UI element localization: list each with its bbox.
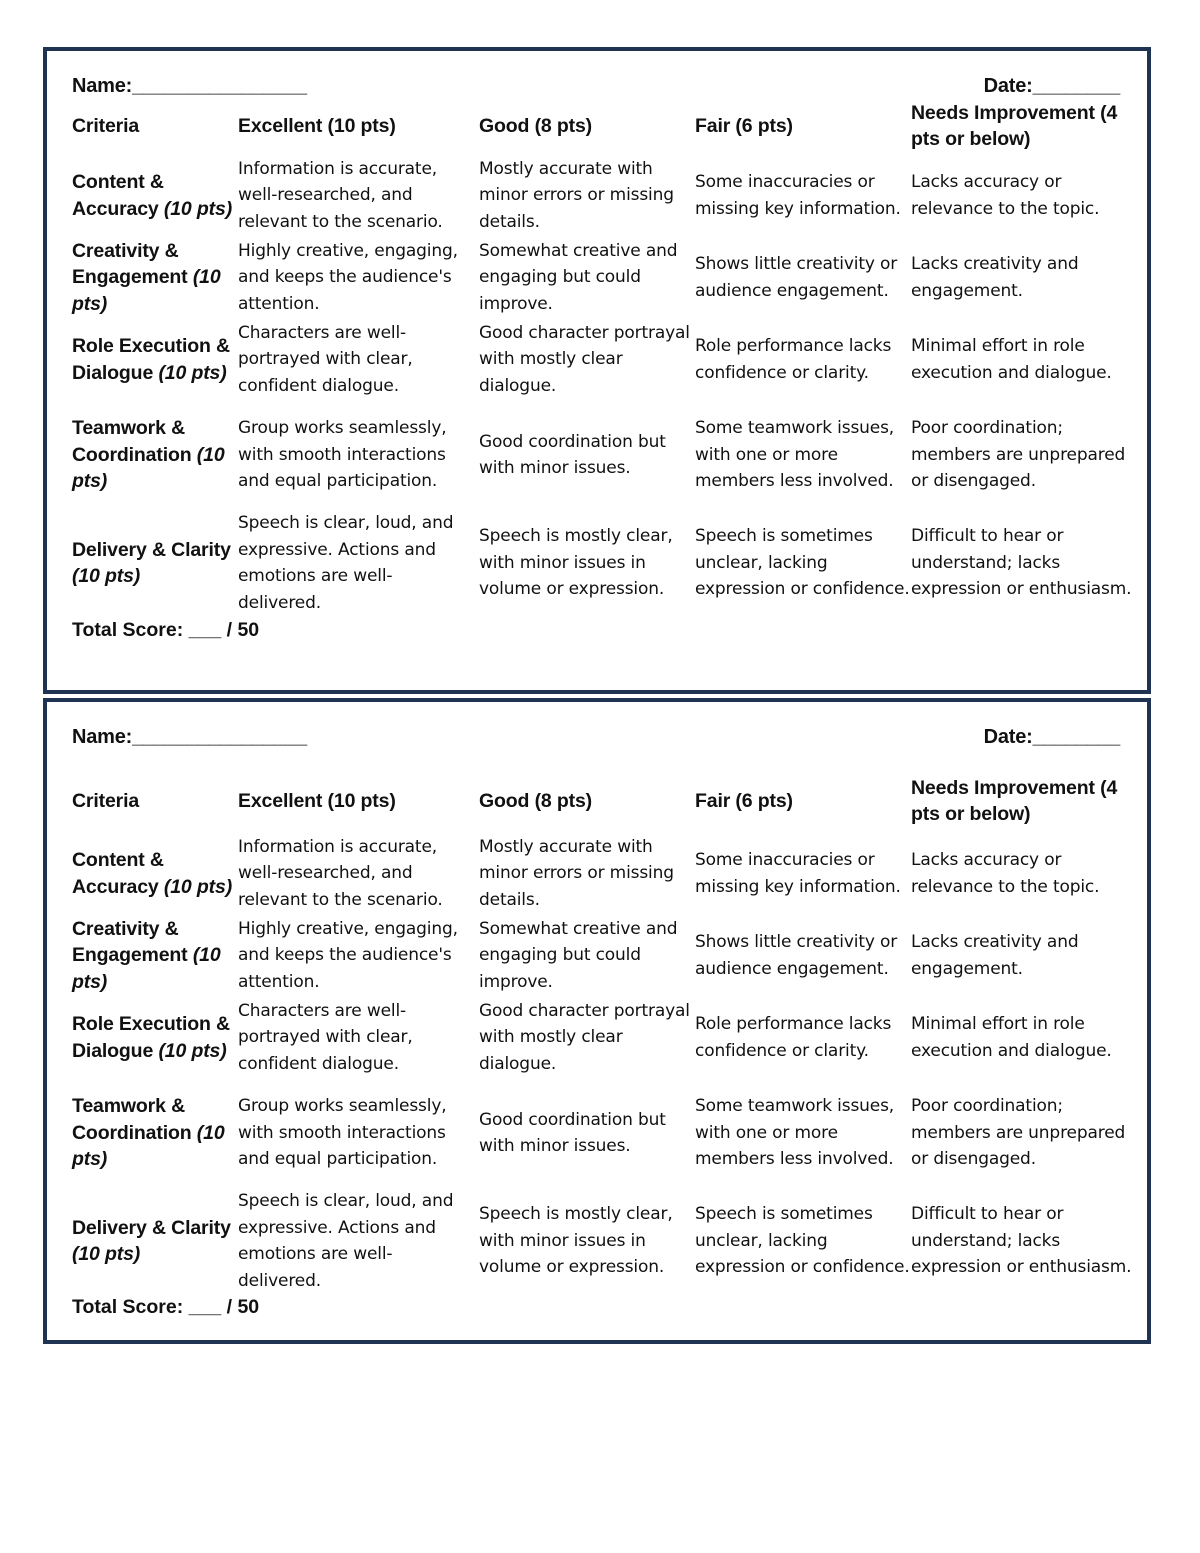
excellent-text: Highly creative, engaging, and keeps the audience's attention. — [238, 918, 458, 992]
excellent-text: Information is accurate, well-researched, and relevant to the scenario. — [238, 158, 443, 232]
table-row — [72, 915, 1132, 996]
fair-cell — [695, 833, 910, 914]
criterion-cell — [72, 509, 237, 617]
name-field[interactable]: Name:________________ — [72, 75, 307, 97]
good-cell — [479, 915, 691, 996]
fair-text: Speech is sometimes unclear, lacking expression or confidence. — [695, 1204, 910, 1278]
excellent-text: Group works seamlessly, with smooth interactions and equal participation. — [238, 1096, 447, 1170]
fair-text: Some inaccuracies or missing key information. — [695, 172, 901, 219]
needs-improvement-cell — [911, 1187, 1136, 1295]
criterion-cell — [72, 1187, 237, 1295]
good-cell — [479, 237, 691, 318]
fair-cell — [695, 319, 910, 400]
table-row — [72, 401, 1132, 509]
fair-text: Speech is sometimes unclear, lacking expression or confidence. — [695, 526, 910, 600]
table-row — [72, 997, 1132, 1078]
criterion-label-cont: Coordination — [72, 1121, 192, 1144]
good-text: Good character portrayal with mostly clear dialogue. — [479, 1000, 690, 1074]
fair-cell — [695, 401, 910, 509]
criterion-cell — [72, 319, 237, 400]
needs-improvement-cell — [911, 401, 1136, 509]
header-fair: Fair (6 pts) — [695, 114, 793, 137]
criterion-cell — [72, 1079, 237, 1187]
criterion-points: (10 pts) — [72, 1243, 141, 1265]
needs-improvement-text: Poor coordination; members are unprepared or disengaged. — [911, 418, 1126, 492]
excellent-cell — [238, 833, 474, 914]
needs-improvement-text: Lacks creativity and engagement. — [911, 932, 1079, 979]
criterion-points: (10 pts) — [72, 565, 141, 587]
needs-improvement-text: Difficult to hear or understand; lacks expression or enthusiasm. — [911, 1204, 1132, 1278]
excellent-cell — [238, 155, 474, 236]
table-row — [72, 1187, 1132, 1295]
criterion-cell — [72, 997, 237, 1078]
good-text: Somewhat creative and engaging but could improve. — [479, 240, 678, 314]
date-field[interactable]: Date:________ — [983, 726, 1120, 748]
needs-improvement-cell — [911, 319, 1136, 400]
good-cell — [479, 1187, 691, 1295]
total-score[interactable]: Total Score: ___ / 50 — [72, 619, 260, 641]
table-row — [72, 509, 1132, 617]
fair-text: Some inaccuracies or missing key information. — [695, 850, 901, 897]
date-field[interactable]: Date:________ — [983, 75, 1120, 97]
criterion-cell — [72, 237, 237, 318]
header-good: Good (8 pts) — [479, 114, 593, 137]
needs-improvement-text: Minimal effort in role execution and dialogue. — [911, 1014, 1112, 1061]
good-cell — [479, 401, 691, 509]
table-header-row — [72, 778, 1132, 824]
needs-improvement-text: Difficult to hear or understand; lacks expression or enthusiasm. — [911, 526, 1132, 600]
rubric-card-2 — [43, 698, 1151, 1344]
good-cell — [479, 833, 691, 914]
fair-text: Role performance lacks confidence or clarity. — [695, 1014, 892, 1061]
criterion-points: (10 pts) — [158, 361, 227, 384]
good-text: Speech is mostly clear, with minor issues in volume or expression. — [479, 526, 673, 600]
header-needs-improvement: Needs Improvement (4 pts or below) — [911, 776, 1118, 825]
criterion-cell — [72, 155, 237, 236]
good-cell — [479, 1079, 691, 1187]
needs-improvement-cell — [911, 1079, 1136, 1187]
criterion-points: (10 pts) — [72, 266, 221, 315]
criterion-label-cont: Dialogue — [72, 1039, 154, 1062]
criterion-label: Teamwork & — [72, 417, 186, 440]
needs-improvement-cell — [911, 509, 1136, 617]
header-excellent: Excellent (10 pts) — [238, 789, 396, 812]
header-good: Good (8 pts) — [479, 789, 593, 812]
criterion-cell — [72, 401, 237, 509]
fair-text: Role performance lacks confidence or clarity. — [695, 336, 892, 383]
table-row — [72, 833, 1132, 914]
table-row — [72, 319, 1132, 400]
criterion-points: (10 pts) — [158, 1039, 227, 1062]
fair-text: Some teamwork issues, with one or more members less involved. — [695, 418, 895, 492]
needs-improvement-cell — [911, 915, 1136, 996]
criterion-cell — [72, 833, 237, 914]
excellent-cell — [238, 509, 474, 617]
good-text: Good coordination but with minor issues. — [479, 1109, 666, 1156]
header-criteria: Criteria — [72, 114, 140, 137]
fair-text: Some teamwork issues, with one or more members less involved. — [695, 1096, 895, 1170]
criterion-label: Delivery & Clarity — [72, 1216, 231, 1239]
good-cell — [479, 319, 691, 400]
criterion-cell — [72, 915, 237, 996]
header-fair: Fair (6 pts) — [695, 789, 793, 812]
fair-cell — [695, 509, 910, 617]
excellent-cell — [238, 319, 474, 400]
needs-improvement-cell — [911, 997, 1136, 1078]
excellent-cell — [238, 1079, 474, 1187]
criterion-label: Role Execution & — [72, 1013, 230, 1035]
table-row — [72, 237, 1132, 318]
excellent-text: Characters are well-portrayed with clear, confident dialogue. — [238, 322, 413, 396]
table-header-row — [72, 103, 1132, 149]
fair-cell — [695, 997, 910, 1078]
needs-improvement-cell — [911, 833, 1136, 914]
criterion-label-cont: Dialogue — [72, 361, 154, 384]
criterion-points: (10 pts) — [163, 875, 233, 898]
total-score[interactable]: Total Score: ___ / 50 — [72, 1296, 260, 1318]
header-excellent: Excellent (10 pts) — [238, 114, 396, 137]
excellent-text: Highly creative, engaging, and keeps the audience's attention. — [238, 240, 458, 314]
header-needs-improvement: Needs Improvement (4 pts or below) — [911, 101, 1118, 150]
table-row — [72, 155, 1132, 236]
criterion-points: (10 pts) — [72, 1121, 225, 1171]
criterion-label-cont: Engagement — [72, 944, 188, 967]
criterion-label: Content & — [72, 849, 164, 871]
needs-improvement-text: Minimal effort in role execution and dialogue. — [911, 336, 1112, 383]
criterion-label: Role Execution & — [72, 335, 230, 357]
good-text: Good character portrayal with mostly clear dialogue. — [479, 322, 690, 396]
criterion-points: (10 pts) — [72, 443, 225, 493]
needs-improvement-cell — [911, 237, 1136, 318]
good-text: Mostly accurate with minor errors or missing details. — [479, 158, 674, 232]
good-cell — [479, 155, 691, 236]
criterion-label: Teamwork & — [72, 1095, 186, 1118]
good-text: Mostly accurate with minor errors or missing details. — [479, 836, 674, 910]
good-text: Somewhat creative and engaging but could improve. — [479, 918, 678, 992]
fair-cell — [695, 1079, 910, 1187]
excellent-text: Characters are well-portrayed with clear, confident dialogue. — [238, 1000, 413, 1074]
good-text: Good coordination but with minor issues. — [479, 431, 666, 478]
excellent-cell — [238, 915, 474, 996]
needs-improvement-text: Lacks creativity and engagement. — [911, 254, 1079, 301]
criterion-label: Creativity & — [72, 917, 179, 940]
excellent-text: Speech is clear, loud, and expressive. Actions and emotions are well-delivered. — [238, 1191, 454, 1291]
criterion-label: Creativity & — [72, 239, 179, 262]
fair-text: Shows little creativity or audience engagement. — [695, 254, 898, 301]
criterion-label-cont: Engagement — [72, 266, 188, 289]
fair-cell — [695, 915, 910, 996]
fair-cell — [695, 1187, 910, 1295]
good-cell — [479, 509, 691, 617]
criterion-points: (10 pts) — [72, 944, 221, 993]
header-criteria: Criteria — [72, 789, 140, 812]
table-row — [72, 1079, 1132, 1187]
excellent-text: Information is accurate, well-researched, and relevant to the scenario. — [238, 836, 443, 910]
criterion-label-cont: Accuracy — [72, 197, 159, 220]
fair-cell — [695, 155, 910, 236]
excellent-text: Group works seamlessly, with smooth interactions and equal participation. — [238, 418, 447, 492]
excellent-cell — [238, 401, 474, 509]
criterion-label: Delivery & Clarity — [72, 538, 231, 561]
criterion-points: (10 pts) — [163, 197, 233, 220]
excellent-text: Speech is clear, loud, and expressive. Actions and emotions are well-delivered. — [238, 513, 454, 613]
rubric-card-1 — [43, 47, 1151, 694]
excellent-cell — [238, 1187, 474, 1295]
good-text: Speech is mostly clear, with minor issues in volume or expression. — [479, 1204, 673, 1278]
criterion-label-cont: Coordination — [72, 443, 192, 466]
needs-improvement-text: Lacks accuracy or relevance to the topic. — [911, 850, 1100, 897]
criterion-label: Content & — [72, 171, 164, 193]
good-cell — [479, 997, 691, 1078]
needs-improvement-cell — [911, 155, 1136, 236]
excellent-cell — [238, 237, 474, 318]
fair-cell — [695, 237, 910, 318]
needs-improvement-text: Poor coordination; members are unprepared or disengaged. — [911, 1096, 1126, 1170]
excellent-cell — [238, 997, 474, 1078]
fair-text: Shows little creativity or audience engagement. — [695, 932, 898, 979]
name-field[interactable]: Name:________________ — [72, 726, 307, 748]
needs-improvement-text: Lacks accuracy or relevance to the topic. — [911, 172, 1100, 219]
criterion-label-cont: Accuracy — [72, 875, 159, 898]
